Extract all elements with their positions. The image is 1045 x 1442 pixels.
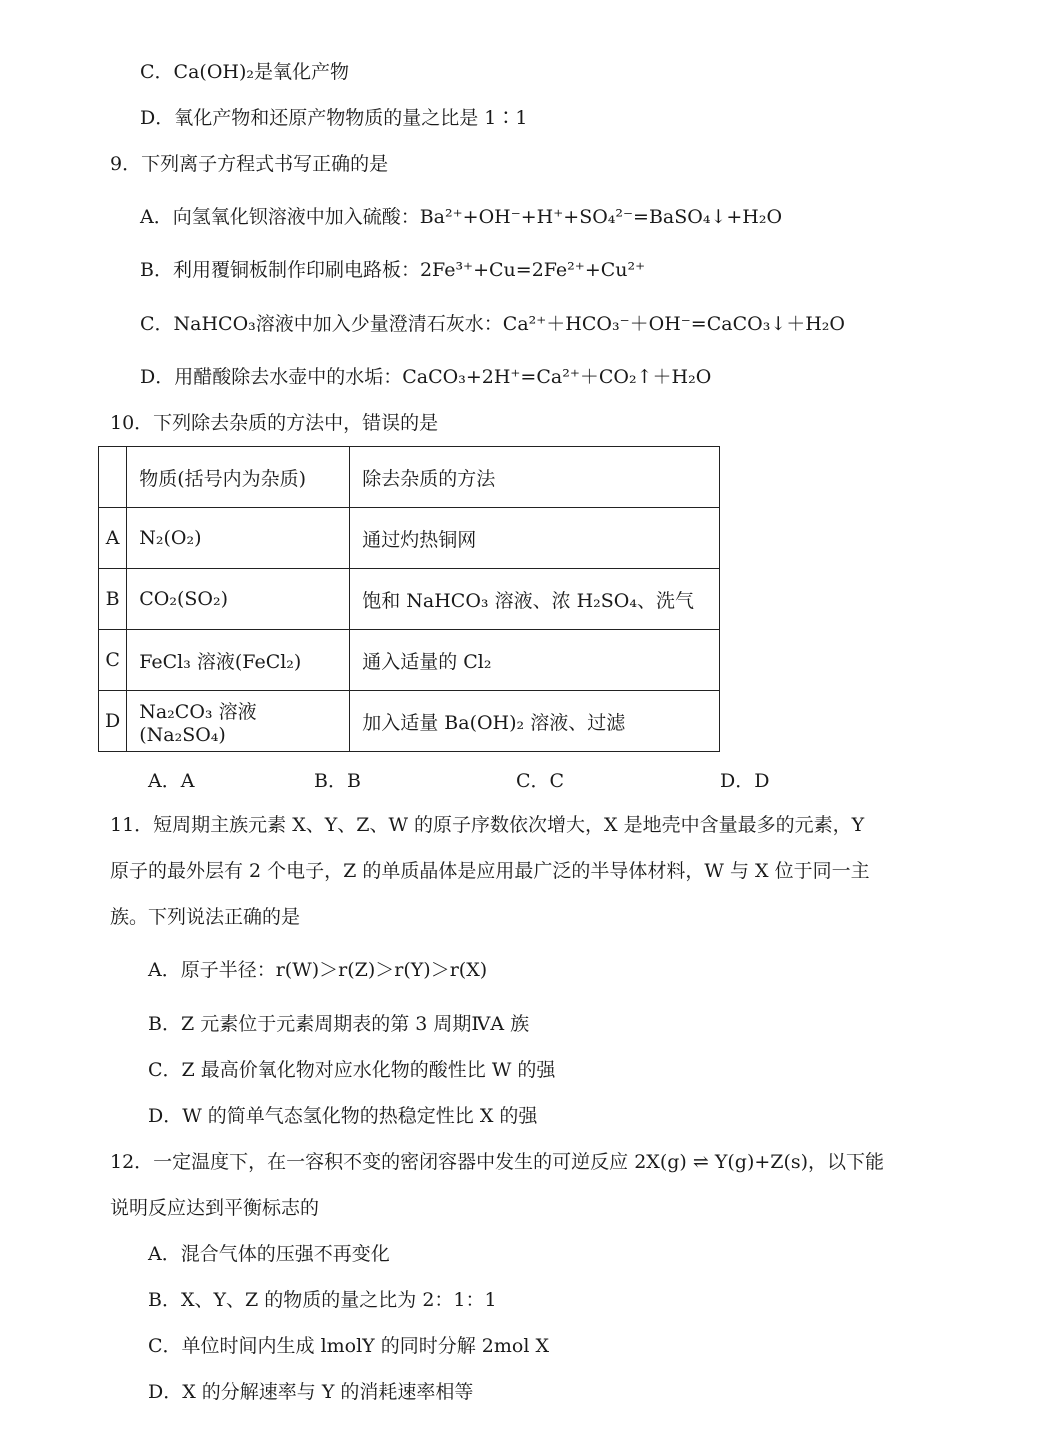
- q12-option-c: C．单位时间内生成 lmolY 的同时分解 2mol X: [148, 1335, 549, 1357]
- table-row: [99, 508, 720, 569]
- table-header-cell: 物质(括号内为杂质): [127, 447, 350, 508]
- q12-stem-line1: 12．一定温度下，在一容积不变的密闭容器中发生的可逆反应 2X(g) ⇌ Y(g)+Z(s)，以下能: [110, 1151, 885, 1173]
- q10-choice-a: A．A: [148, 770, 195, 792]
- q12-option-b: B．X、Y、Z 的物质的量之比为 2：1：1: [148, 1289, 497, 1311]
- q9-option-a: A．向氢氧化钡溶液中加入硫酸：Ba²⁺+OH⁻+H⁺+SO₄²⁻=BaSO₄↓+H₂O: [140, 206, 783, 228]
- q11-stem-line3: 族。下列说法正确的是: [110, 906, 301, 928]
- table-cell: CO₂(SO₂): [127, 569, 350, 630]
- q11-option-d: D．W 的简单气态氢化物的热稳定性比 X 的强: [148, 1105, 538, 1127]
- q9-option-d: D．用醋酸除去水壶中的水垢：CaCO₃+2H⁺=Ca²⁺＋CO₂↑＋H₂O: [140, 366, 712, 388]
- table-cell: N₂(O₂): [127, 508, 350, 569]
- q12-option-d: D．X 的分解速率与 Y 的消耗速率相等: [148, 1381, 474, 1403]
- table-cell: Na₂CO₃ 溶液(Na₂SO₄): [127, 691, 350, 752]
- table-cell: A: [99, 508, 127, 569]
- q10-choice-c: C．C: [516, 770, 565, 792]
- q11-stem-line2: 原子的最外层有 2 个电子，Z 的单质晶体是应用最广泛的半导体材料，W 与 X 位于同一主: [110, 860, 870, 882]
- table-cell: C: [99, 630, 127, 691]
- q12-stem-line2: 说明反应达到平衡标志的: [110, 1197, 320, 1219]
- table-header-cell: 除去杂质的方法: [350, 447, 720, 508]
- q11-option-a: A．原子半径：r(W)＞r(Z)＞r(Y)＞r(X): [148, 959, 488, 981]
- table-header-row: [99, 447, 720, 508]
- table-cell: D: [99, 691, 127, 752]
- q12-option-a: A．混合气体的压强不再变化: [148, 1243, 390, 1265]
- q9-stem: 9．下列离子方程式书写正确的是: [110, 153, 389, 175]
- q11-option-c: C．Z 最高价氧化物对应水化物的酸性比 W 的强: [148, 1059, 556, 1081]
- q11-stem-line1: 11．短周期主族元素 X、Y、Z、W 的原子序数依次增大，X 是地壳中含量最多的元素，Y: [110, 814, 865, 836]
- q10-choice-d: D．D: [720, 770, 770, 792]
- table-cell: 饱和 NaHCO₃ 溶液、浓 H₂SO₄、洗气: [350, 569, 720, 630]
- table-cell: FeCl₃ 溶液(FeCl₂): [127, 630, 350, 691]
- impurity-table: [98, 446, 720, 752]
- q9-option-b: B．利用覆铜板制作印刷电路板：2Fe³⁺+Cu=2Fe²⁺+Cu²⁺: [140, 259, 646, 281]
- table-cell: 通入适量的 Cl₂: [350, 630, 720, 691]
- q8-option-d: D．氧化产物和还原产物物质的量之比是 1∶1: [140, 107, 528, 129]
- q8-option-c: C．Ca(OH)₂是氧化产物: [140, 61, 349, 83]
- table-header-cell: [99, 447, 127, 508]
- q9-option-c: C．NaHCO₃溶液中加入少量澄清石灰水：Ca²⁺＋HCO₃⁻＋OH⁻=CaCO₃↓＋H₂O: [140, 313, 846, 335]
- q10-choice-b: B．B: [314, 770, 361, 792]
- table-cell: 加入适量 Ba(OH)₂ 溶液、过滤: [350, 691, 720, 752]
- table-row: [99, 691, 720, 752]
- table-row: [99, 630, 720, 691]
- q10-stem: 10．下列除去杂质的方法中，错误的是: [110, 412, 439, 434]
- table-row: [99, 569, 720, 630]
- q11-option-b: B．Z 元素位于元素周期表的第 3 周期ⅣA 族: [148, 1013, 530, 1035]
- table-cell: B: [99, 569, 127, 630]
- table-cell: 通过灼热铜网: [350, 508, 720, 569]
